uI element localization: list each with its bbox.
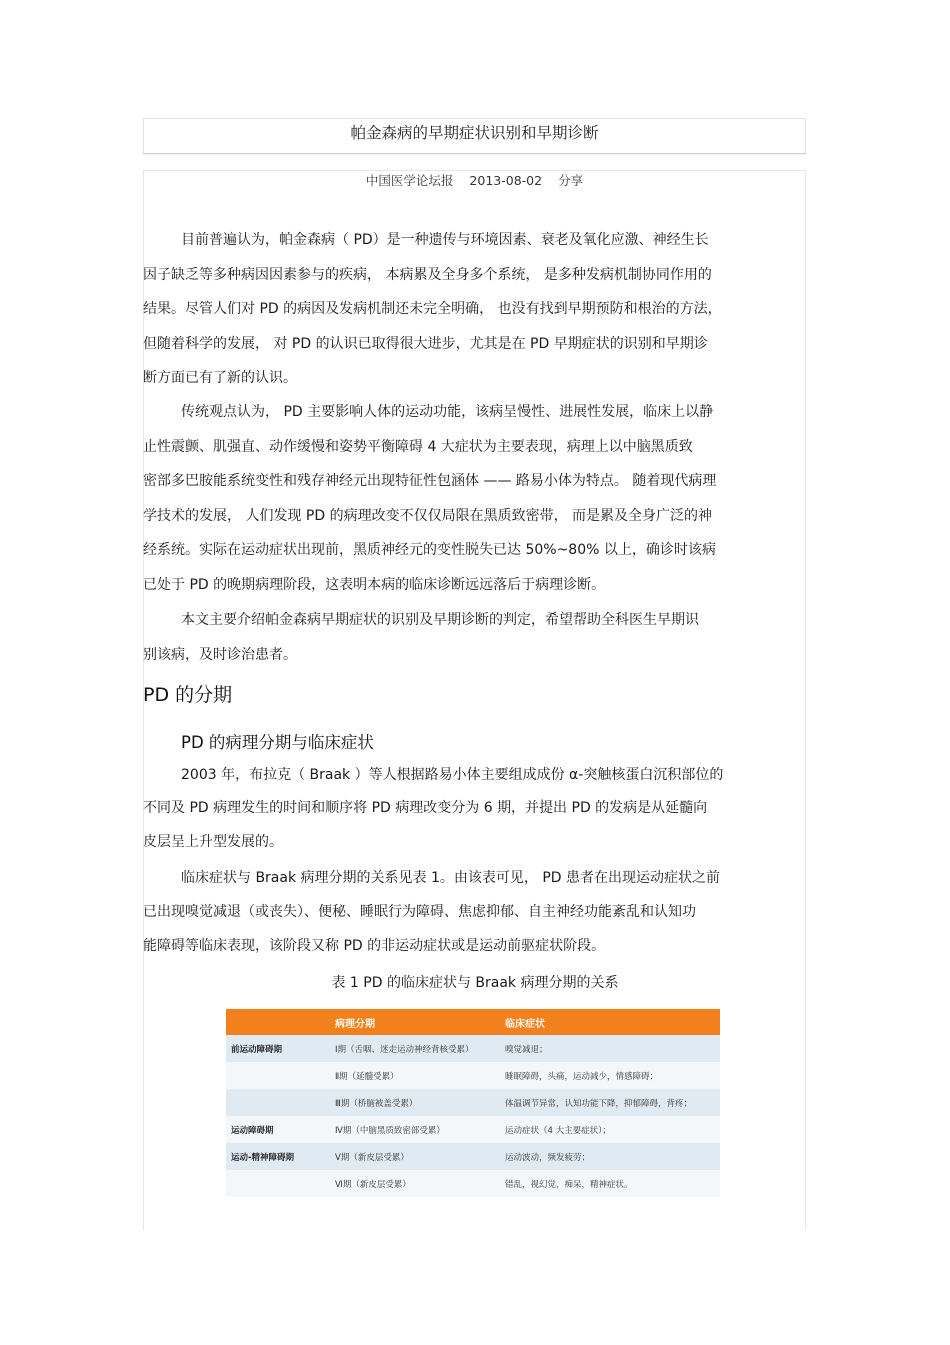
table-row — [226, 1062, 720, 1089]
clinical-line: 已出现嗅觉减退（或丧失）、便秘、睡眠行为障碍、焦虑抑郁、自主神经功能紊乱和认知功 — [143, 904, 696, 920]
braak-line: 2003 年，布拉克（ Braak ）等人根据路易小体主要组成成份 α-突触核蛋白沉积部位的 — [181, 767, 724, 783]
table-row — [226, 1116, 720, 1143]
subsection-heading: PD 的病理分期与临床症状 — [181, 733, 374, 752]
table-row — [226, 1170, 720, 1197]
table-cell-phase: 运动-精神障碍期 — [226, 1143, 331, 1170]
source-label: 中国医学论坛报 — [365, 173, 454, 188]
table-cell-stage: Ⅵ期（新皮层受累） — [331, 1170, 505, 1197]
page-title: 帕金森病的早期症状识别和早期诊断 — [350, 124, 599, 142]
title-box — [143, 118, 806, 154]
traditional-line: 传统观点认为， PD 主要影响人体的运动功能，该病呈慢性、进展性发展，临床上以静 — [181, 404, 714, 420]
intro-line: 结果。尽管人们对 PD 的病因及发病机制还未完全明确， 也没有找到早期预防和根治的方法， — [143, 301, 722, 317]
braak-table — [226, 1009, 720, 1197]
table-cell-symptom: 体温调节异常，认知功能下降，抑郁障碍，背疼； — [505, 1089, 720, 1116]
braak-line: 不同及 PD 病理发生的时间和顺序将 PD 病理改变分为 6 期，并提出 PD 的发病是从延髓向 — [143, 800, 708, 816]
table-header-cell: 临床症状 — [505, 1009, 720, 1035]
table-cell-symptom: 错乱，视幻觉，痴呆，精神症状。 — [505, 1170, 720, 1197]
table-header-cell: 病理分期 — [331, 1009, 505, 1035]
intro-line: 但随着科学的发展， 对 PD 的认识已取得很大进步，尤其是在 PD 早期症状的识别和早期诊 — [143, 336, 708, 352]
clinical-line: 能障碍等临床表现，该阶段又称 PD 的非运动症状或是运动前驱症状阶段。 — [143, 938, 606, 954]
table-cell-stage: Ⅴ期（新皮层受累） — [331, 1143, 505, 1170]
intro-line: 断方面已有了新的认识。 — [143, 370, 297, 386]
table-cell-phase — [226, 1089, 331, 1116]
table-cell-phase — [226, 1062, 331, 1089]
table-row — [226, 1089, 720, 1116]
table-cell-stage: Ⅱ期（延髓受累） — [331, 1062, 505, 1089]
braak-line: 皮层呈上升型发展的。 — [143, 834, 283, 850]
date-label: 2013-08-02 — [469, 173, 543, 188]
table-cell-phase — [226, 1170, 331, 1197]
table-cell-symptom: 运动波动，频发疲劳； — [505, 1143, 720, 1170]
table-cell-stage: Ⅲ期（桥脑被盖受累） — [331, 1089, 505, 1116]
table-cell-stage: Ⅳ期（中脑黑质致密部受累） — [331, 1116, 505, 1143]
section-heading: PD 的分期 — [143, 684, 233, 706]
article-meta — [144, 171, 805, 189]
table-cell-phase: 运动障碍期 — [226, 1116, 331, 1143]
table-cell-symptom: 睡眠障碍，头痛，运动减少，情感障碍； — [505, 1062, 720, 1089]
aim-line: 本文主要介绍帕金森病早期症状的识别及早期诊断的判定，希望帮助全科医生早期识 — [181, 612, 699, 628]
table-cell-stage: Ⅰ期（舌咽、迷走运动神经背核受累） — [331, 1035, 505, 1062]
table-row — [226, 1035, 720, 1062]
table-caption: 表 1 PD 的临床症状与 Braak 病理分期的关系 — [331, 975, 619, 991]
intro-line: 因子缺乏等多种病因因素参与的疾病， 本病累及全身多个系统， 是多种发病机制协同作用的 — [143, 267, 712, 283]
traditional-line: 经系统。实际在运动症状出现前，黑质神经元的变性脱失已达 50%~80% 以上，确诊时该病 — [143, 542, 716, 558]
table-header-row — [226, 1009, 720, 1035]
table-header-cell — [226, 1009, 331, 1035]
clinical-line: 临床症状与 Braak 病理分期的关系见表 1。由该表可见， PD 患者在出现运动症状之前 — [181, 870, 721, 886]
table-cell-symptom: 运动症状（4 大主要症状）； — [505, 1116, 720, 1143]
table-cell-phase: 前运动障碍期 — [226, 1035, 331, 1062]
traditional-line: 密部多巴胺能系统变性和残存神经元出现特征性包涵体 —— 路易小体为特点。 随着现代病理 — [143, 473, 717, 489]
traditional-line: 已处于 PD 的晚期病理阶段，这表明本病的临床诊断远远落后于病理诊断。 — [143, 577, 606, 593]
intro-line: 目前普遍认为，帕金森病（ PD）是一种遗传与环境因素、衰老及氧化应激、神经生长 — [181, 232, 709, 248]
share-link[interactable]: 分享 — [558, 173, 584, 188]
traditional-line: 学技术的发展， 人们发现 PD 的病理改变不仅仅局限在黑质致密带， 而是累及全身广泛的神 — [143, 508, 713, 524]
table-cell-symptom: 嗅觉减退； — [505, 1035, 720, 1062]
table-row — [226, 1143, 720, 1170]
aim-line: 别该病，及时诊治患者。 — [143, 647, 297, 663]
traditional-line: 止性震颤、肌强直、动作缓慢和姿势平衡障碍 4 大症状为主要表现，病理上以中脑黑质致 — [143, 439, 693, 455]
